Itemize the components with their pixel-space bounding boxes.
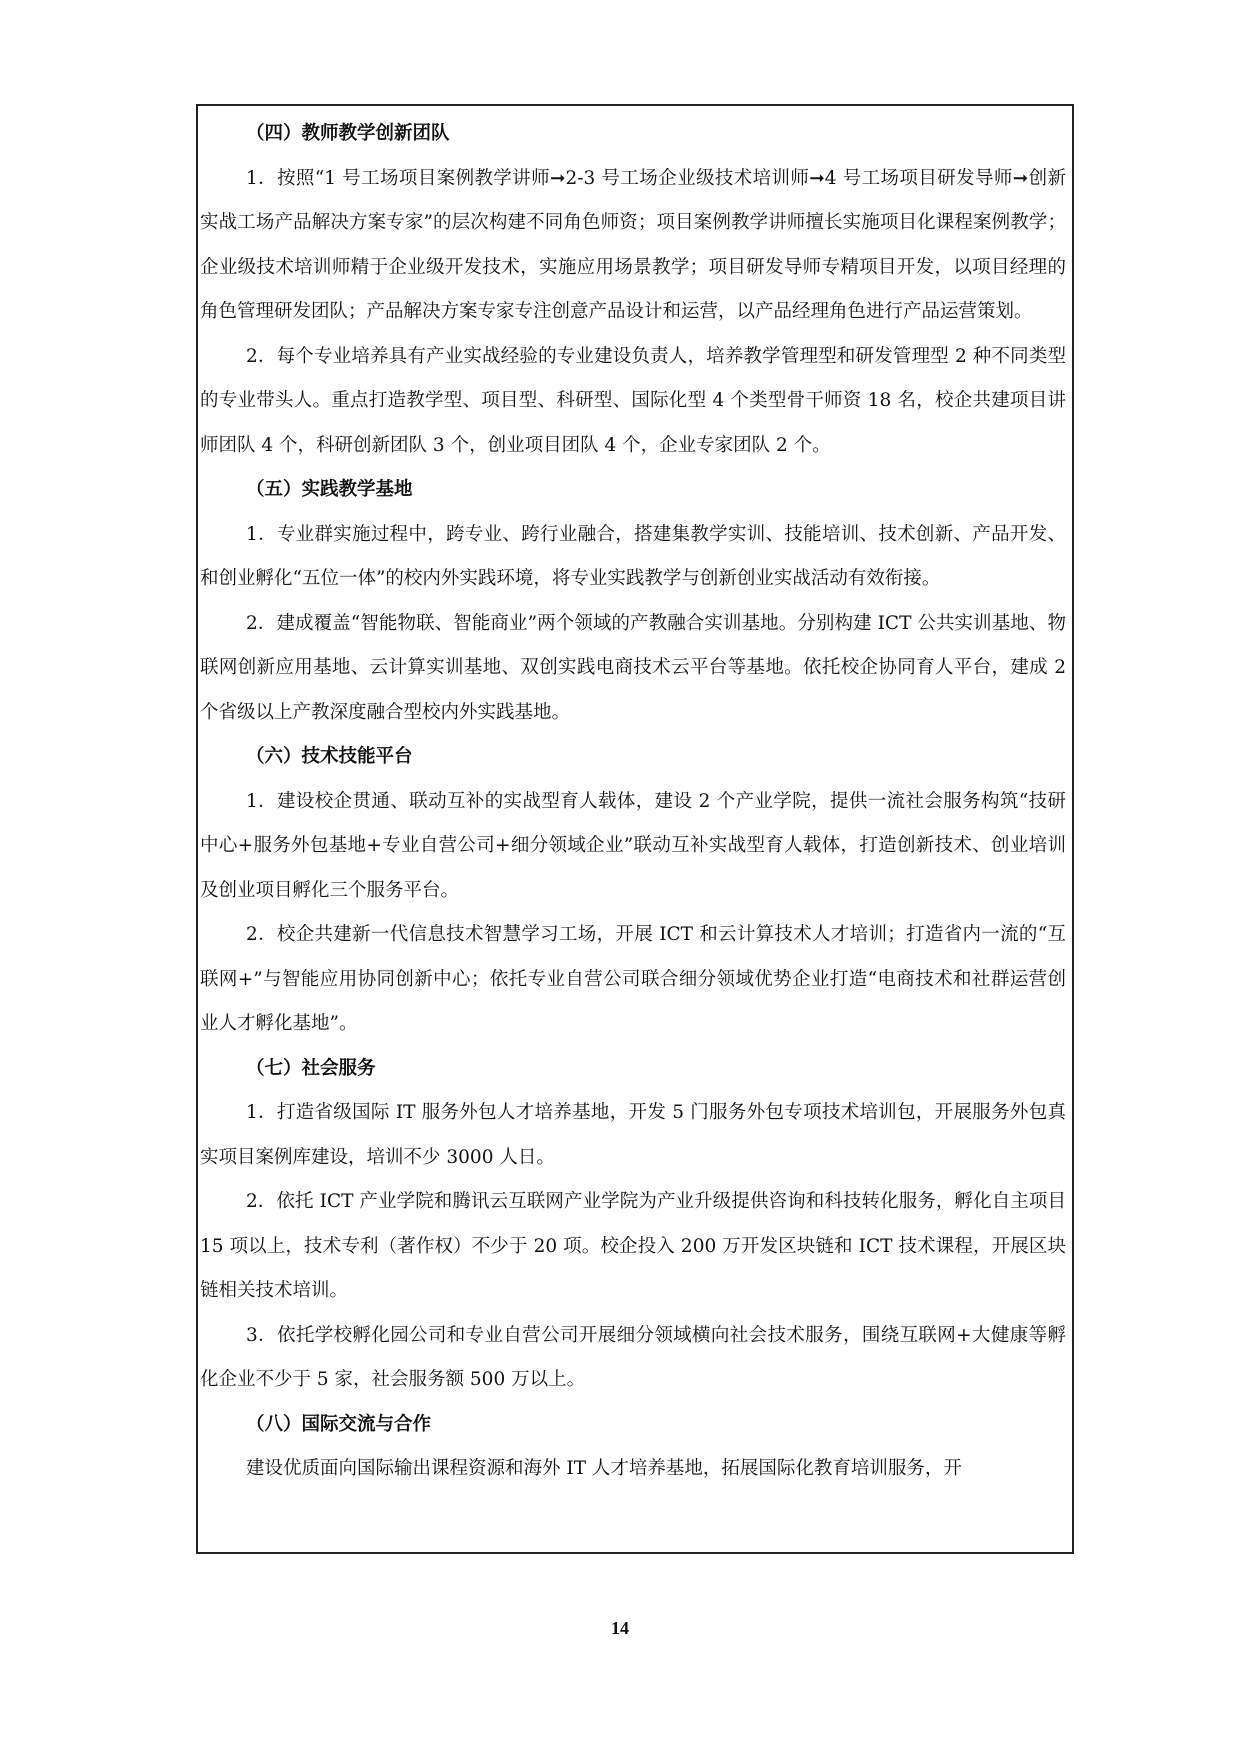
paragraph: 1．专业群实施过程中，跨专业、跨行业融合，搭建集教学实训、技能培训、技术创新、产品开发、和创业孵化“五位一体”的校内外实践环境，将专业实践教学与创新创业实战活动有效衔接。 bbox=[200, 523, 1066, 589]
page-number: 14 bbox=[611, 1618, 629, 1638]
section-heading: （六）技术技能平台 bbox=[246, 746, 413, 767]
section-heading: （四）教师教学创新团队 bbox=[246, 123, 450, 144]
paragraph: 建设优质面向国际输出课程资源和海外 IT 人才培养基地，拓展国际化教育培训服务，开 bbox=[246, 1458, 962, 1479]
section-heading: （八）国际交流与合作 bbox=[246, 1413, 432, 1435]
section-heading: （五）实践教学基地 bbox=[246, 479, 413, 500]
paragraph: 2．建成覆盖“智能物联、智能商业”两个领域的产教融合实训基地。分别构建 ICT 公共实训基地、物联网创新应用基地、云计算实训基地、双创实践电商技术云平台等基地。依托校企协同育人平台，建成 2 个省级以上产教深度融合型校内外实践基地。 bbox=[200, 612, 1066, 723]
paragraph: 2．依托 ICT 产业学院和腾讯云互联网产业学院为产业升级提供咨询和科技转化服务，孵化自主项目 15 项以上，技术专利（著作权）不少于 20 项。校企投入 200 万开发区块链和 ICT 技术课程，开展区块链相关技术培训。 bbox=[200, 1191, 1066, 1301]
paragraph: 3．依托学校孵化园公司和专业自营公司开展细分领域横向社会技术服务，围绕互联网+大健康等孵化企业不少于 5 家，社会服务额 500 万以上。 bbox=[200, 1324, 1066, 1390]
paragraph: 1．打造省级国际 IT 服务外包人才培养基地，开发 5 门服务外包专项技术培训包，开展服务外包真实项目案例库建设，培训不少 3000 人日。 bbox=[200, 1102, 1066, 1168]
document-body bbox=[200, 112, 1066, 1492]
paragraph: 2．每个专业培养具有产业实战经验的专业建设负责人，培养教学管理型和研发管理型 2 种不同类型的专业带头人。重点打造教学型、项目型、科研型、国际化型 4 个类型骨干师资 18 名，校企共建项目讲师团队 4 个，科研创新团队 3 个，创业项目团队 4 个，企业专家团队 2 个。 bbox=[200, 345, 1066, 456]
paragraph: 1．按照“1 号工场项目案例教学讲师➞2-3 号工场企业级技术培训师➞4 号工场项目研发导师➞创新实战工场产品解决方案专家”的层次构建不同角色师资；项目案例教学讲师擅长实施项目化课程案例教学；企业级技术培训师精于企业级开发技术，实施应用场景教学；项目研发导师专精项目开发，以项目经理的角色管理研发团队；产品解决方案专家专注创意产品设计和运营，以产品经理角色进行产品运营策划。 bbox=[200, 167, 1066, 322]
section-heading: （七）社会服务 bbox=[246, 1057, 376, 1079]
paragraph: 2．校企共建新一代信息技术智慧学习工场，开展 ICT 和云计算技术人才培训；打造省内一流的“互联网+”与智能应用协同创新中心；依托专业自营公司联合细分领域优势企业打造“电商技术和社群运营创业人才孵化基地”。 bbox=[200, 924, 1066, 1034]
paragraph: 1．建设校企贯通、联动互补的实战型育人载体，建设 2 个产业学院，提供一流社会服务构筑“技研中心+服务外包基地+专业自营公司+细分领域企业”联动互补实战型育人载体，打造创新技术、创业培训及创业项目孵化三个服务平台。 bbox=[200, 790, 1066, 901]
